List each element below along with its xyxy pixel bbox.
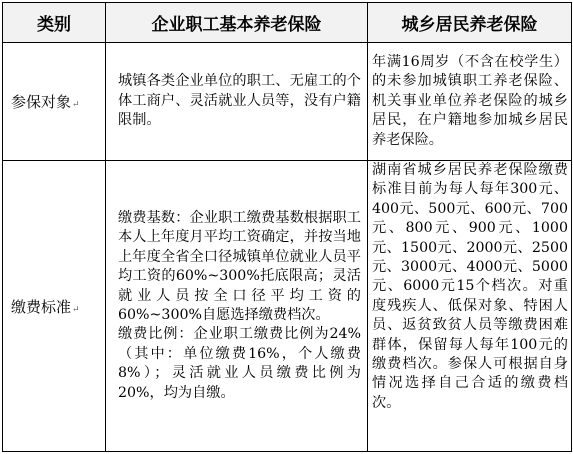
enterprise-contribution-base-text: 缴费基数：企业职工缴费基数根据职工本人上年度月平均工资确定，并按当地上年度全省全口径城镇单位就业人员平均工资的60%~300%托底限高；灵活就业人员按全口径平均工资的60%~300%自愿选择缴费档次。 [118,209,361,323]
table-row [3,161,572,452]
table-row [3,43,572,161]
enterprise-contribution-ratio-text: 缴费比例：企业职工缴费比例为24%（其中：单位缴费16%，个人缴费8%）；灵活就业人员缴费比例为20%，均为自缴。 [118,326,361,401]
resident-contribution-cell [368,161,572,452]
enterprise-participants-cell [106,43,368,161]
paragraph-mark-icon: ↵ [72,100,80,110]
paragraph-mark-icon: ↵ [72,304,80,315]
category-label: 缴费标准 [11,297,72,316]
resident-participants-text: 年满16周岁（不含在校学生）的未参加城镇职工养老保险、机关事业单位养老保险的城乡居民，在户籍地参加城乡居民养老保险。 [372,53,568,148]
header-row [3,3,572,43]
resident-participants-cell [368,43,572,161]
header-resident-pension: 城乡居民养老保险 [368,3,572,43]
enterprise-participants-text: 城镇各类企业单位的职工、无雇工的个体工商户、灵活就业人员等，没有户籍限制。 [118,73,361,129]
category-cell [3,43,106,161]
category-cell [3,161,106,452]
category-label: 参保对象 [11,93,72,111]
pension-comparison-table [2,2,572,452]
enterprise-contribution-cell [106,161,368,452]
resident-contribution-text: 湖南省城乡居民养老保险缴费标准目前为每人每年300元、400元、500元、600元、700元、800元、900元、1000元、1500元、2000元、2500元、3000元、4000元、5000元、6000元15个档次。对重度残疾人、低保对象、特困人员、返贫致贫人员等缴费困难群体，保留每人每年100元的缴费档次。参保人可根据自身情况选择自己合适的缴费档次。 [372,162,568,411]
header-category: 类别 [3,3,106,43]
header-enterprise-pension: 企业职工基本养老保险 [106,3,368,43]
